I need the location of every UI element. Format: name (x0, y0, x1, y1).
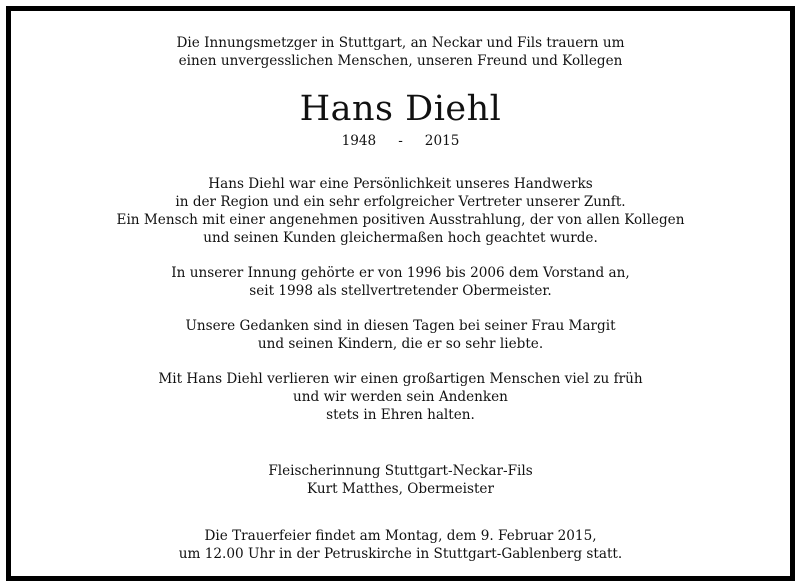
life-years (11, 132, 790, 150)
funeral-line-2: um 12.00 Uhr in der Petruskirche in Stuttgart-Gablenberg statt. (178, 546, 623, 562)
intro-line-1: Die Innungsmetzger in Stuttgart, an Neckar und Fils trauern um (176, 35, 625, 51)
birth-year: 1948 (341, 133, 377, 149)
obituary-notice (6, 6, 795, 581)
signature-person: Kurt Matthes, Obermeister (307, 481, 494, 497)
deceased-name: Hans Diehl (299, 89, 502, 129)
paragraph1-line-1: Hans Diehl war eine Persönlichkeit unseres Handwerks (208, 176, 593, 192)
signature-organization: Fleischerinnung Stuttgart-Neckar-Fils (268, 463, 533, 479)
paragraph3-line-1: Unsere Gedanken sind in diesen Tagen bei seiner Frau Margit (185, 318, 616, 334)
paragraph1-line-3: Ein Mensch mit einer angenehmen positiven Ausstrahlung, der von allen Kollegen (116, 212, 685, 228)
paragraph3-line-2: und seinen Kindern, die er so sehr liebte. (257, 336, 544, 352)
paragraph4-line-1: Mit Hans Diehl verlieren wir einen großartigen Menschen viel zu früh (158, 371, 643, 387)
paragraph4-line-3: stets in Ehren halten. (326, 407, 475, 423)
paragraph1-line-2: in der Region und ein sehr erfolgreicher Vertreter unserer Zunft. (175, 194, 626, 210)
paragraph4-line-2: und wir werden sein Andenken (293, 389, 508, 405)
paragraph1-line-4: und seinen Kunden gleichermaßen hoch geachtet wurde. (203, 230, 598, 246)
death-year: 2015 (424, 133, 460, 149)
paragraph2-line-2: seit 1998 als stellvertretender Obermeister. (249, 283, 552, 299)
funeral-line-1: Die Trauerfeier findet am Montag, dem 9. Februar 2015, (204, 528, 597, 544)
paragraph2-line-1: In unserer Innung gehörte er von 1996 bis 2006 dem Vorstand an, (171, 265, 630, 281)
intro-line-2: einen unvergesslichen Menschen, unseren Freund und Kollegen (178, 53, 623, 69)
years-separator: - (398, 133, 403, 149)
